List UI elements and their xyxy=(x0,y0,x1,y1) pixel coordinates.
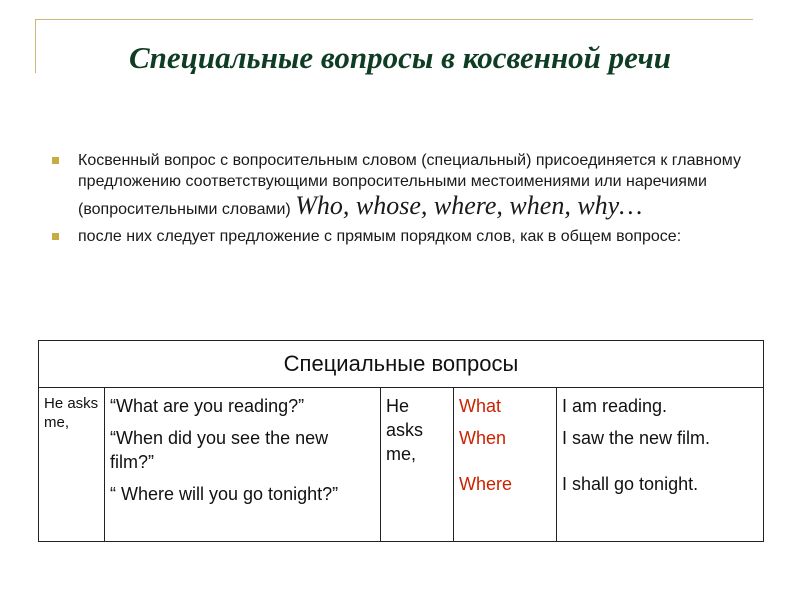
table-row xyxy=(39,388,764,542)
question-word: Where xyxy=(459,474,513,494)
bullet-list xyxy=(50,150,770,253)
reporting-clause-cell: He asks me, xyxy=(39,388,105,542)
spacer xyxy=(459,450,551,464)
bullet-square-icon xyxy=(52,157,59,164)
bullet-item-1 xyxy=(50,150,770,220)
table-header: Специальные вопросы xyxy=(39,341,764,388)
reporting-clause-cell-2: He asks me, xyxy=(381,388,454,542)
answer: I shall go tonight. xyxy=(562,474,699,494)
answers-cell xyxy=(557,388,764,542)
bullet-2-text: после них следует предложение с прямым порядком слов, как в общем вопросе: xyxy=(78,228,682,245)
bullet-item-2 xyxy=(50,226,770,247)
answer: I am reading. xyxy=(562,396,668,416)
special-questions-table xyxy=(38,340,764,542)
answer: I saw the new film. xyxy=(562,428,711,448)
question-word: What xyxy=(459,396,502,416)
direct-question: “ Where will you go tonight?” xyxy=(110,484,339,504)
direct-questions-cell xyxy=(105,388,381,542)
spacer xyxy=(562,450,758,464)
question-word: When xyxy=(459,428,507,448)
question-words-cell xyxy=(454,388,557,542)
slide-title: Специальные вопросы в косвенной речи xyxy=(128,40,672,75)
direct-question: “What are you reading?” xyxy=(110,396,305,416)
slide-frame-top xyxy=(35,19,753,20)
question-words-list: Who, whose, where, when, why… xyxy=(295,191,643,220)
bullet-1-text: Косвенный вопрос с вопросительным словом (специальный) присоединяется к главному предложению соответствующими вопросительными местоимениями или наречиями (вопросительными словами) xyxy=(78,152,741,218)
bullet-square-icon xyxy=(52,233,59,240)
table-header-row xyxy=(39,341,764,388)
direct-question: “When did you see the new film?” xyxy=(110,428,329,472)
